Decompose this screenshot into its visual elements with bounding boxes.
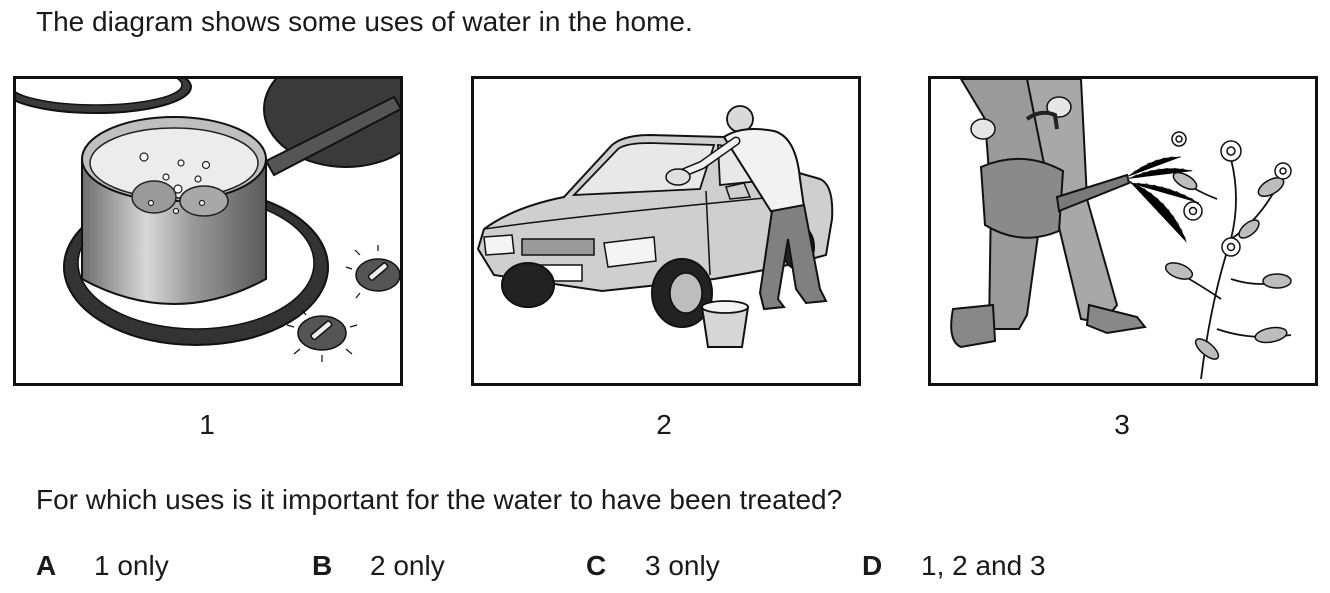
option-letter: D bbox=[862, 550, 883, 581]
option-text: 1, 2 and 3 bbox=[921, 550, 1046, 581]
answer-option-a[interactable] bbox=[36, 548, 169, 584]
answer-option-d[interactable] bbox=[862, 548, 1046, 584]
picture-saucepan-on-stove bbox=[13, 76, 403, 386]
option-text: 1 only bbox=[94, 550, 169, 581]
question-intro: The diagram shows some uses of water in the home. bbox=[36, 6, 693, 37]
answer-option-c[interactable] bbox=[586, 548, 720, 584]
picture-man-washing-car bbox=[471, 76, 861, 386]
car-washing-illustration bbox=[474, 79, 858, 383]
option-text: 2 only bbox=[370, 550, 445, 581]
picture-watering-can-on-plants bbox=[928, 76, 1318, 386]
picture-number-1: 1 bbox=[199, 409, 215, 440]
watering-can-illustration bbox=[931, 79, 1315, 383]
picture-number-2: 2 bbox=[656, 409, 672, 440]
question-prompt: For which uses is it important for the water to have been treated? bbox=[36, 484, 843, 515]
option-letter: A bbox=[36, 550, 57, 581]
option-text: 3 only bbox=[645, 550, 720, 581]
answer-option-b[interactable] bbox=[312, 548, 445, 584]
saucepan-illustration bbox=[16, 79, 400, 383]
picture-number-3: 3 bbox=[1114, 409, 1130, 440]
option-letter: B bbox=[312, 550, 333, 581]
option-letter: C bbox=[586, 550, 607, 581]
